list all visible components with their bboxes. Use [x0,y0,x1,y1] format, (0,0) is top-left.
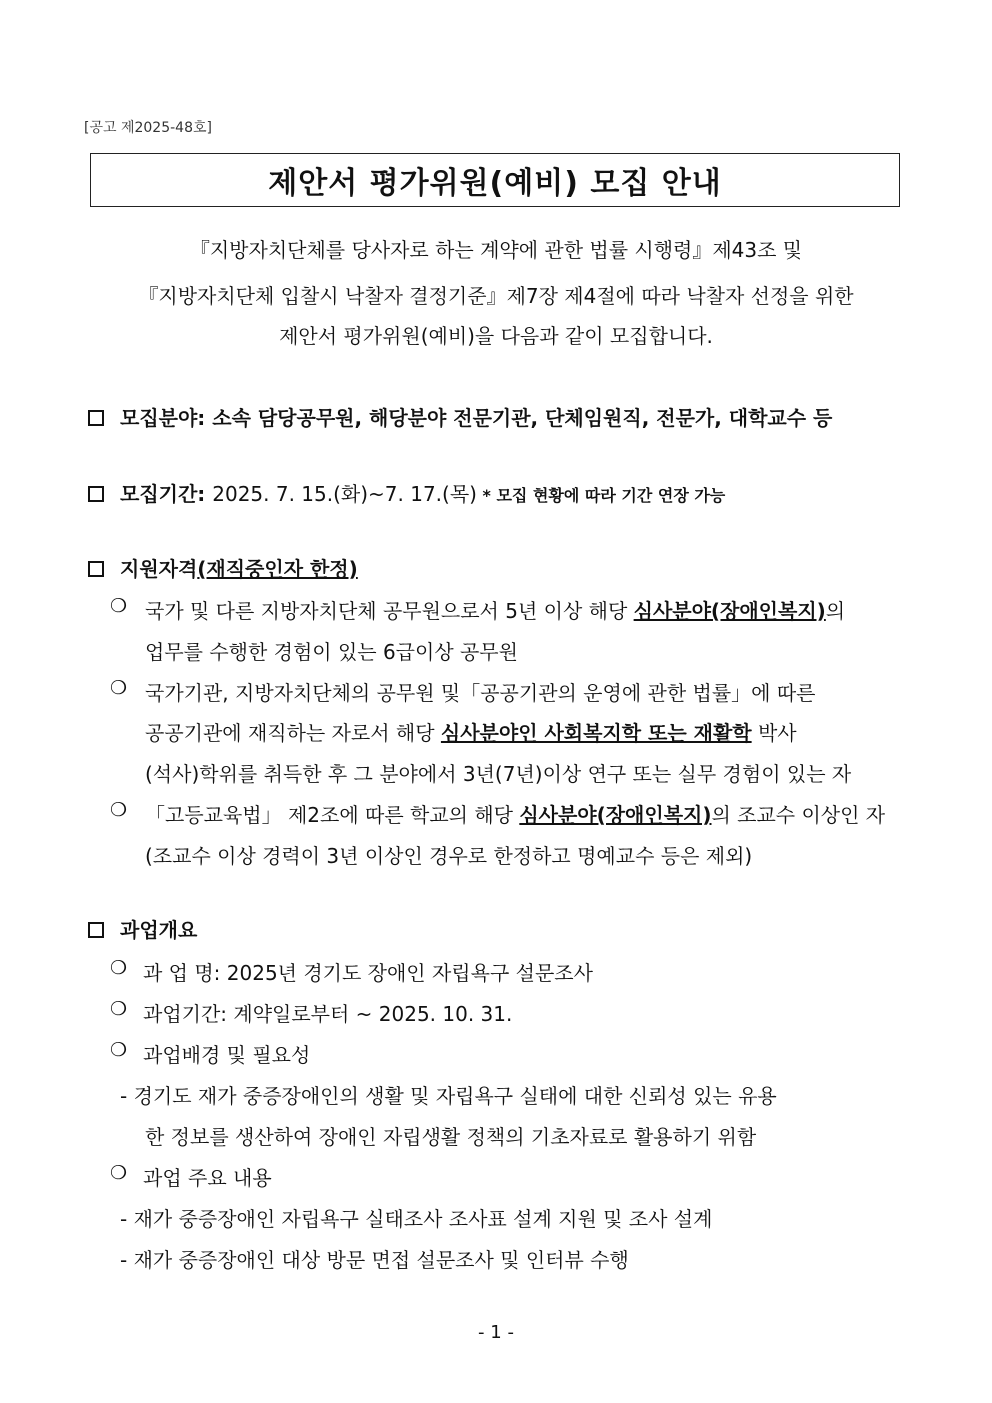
overview-content-item-1: - 재가 중증장애인 자립욕구 실태조사 조사표 설계 지원 및 조사 설계 [120,1207,713,1231]
text: 의 조교수 이상인 자 [711,803,886,827]
intro-line-1: 『지방자치단체를 당사자로 하는 계약에 관한 법률 시행령』제43조 및 [189,238,803,262]
text: 박사 [751,721,797,745]
overview-background-label: 과업배경 및 필요성 [143,1043,311,1067]
qualification-item-1-line-2: 업무를 수행한 경험이 있는 6급이상 공무원 [145,640,518,664]
checkbox-bullet-icon [88,922,104,938]
section-overview [88,914,197,943]
checkbox-bullet-icon [88,561,104,577]
qualification-item-3-line-2: (조교수 이상 경력이 3년 이상인 경우로 한정하고 명예교수 등은 제외) [145,844,753,868]
underlined-text: 심사분야(장애인복지) [519,803,712,827]
intro-line-3: 제안서 평가위원(예비)을 다음과 같이 모집합니다. [279,324,713,348]
text: 의 [825,599,846,623]
qualification-item-2-line-1: 국가기관, 지방자치단체의 공무원 및「공공기관의 운영에 관한 법률」에 따른 [145,681,816,705]
intro-line-2: 『지방자치단체 입찰시 낙찰자 결정기준』제7장 제4절에 따라 낙찰자 선정을 위한 [138,284,854,308]
circle-bullet-icon: ❍ [110,1039,128,1061]
circle-bullet-icon: ❍ [110,799,128,821]
qualification-restriction: (재직중인자 한정) [197,557,358,581]
circle-bullet-icon: ❍ [110,677,128,699]
qualification-item-1-line-1 [145,595,845,624]
field-value: 소속 담당공무원, 해당분야 전문기관, 단체임원직, 전문가, 대학교수 등 [212,406,833,430]
period-note: * 모집 현황에 따라 기간 연장 가능 [476,486,726,505]
period-value: 2025. 7. 15.(화)~7. 17.(목) [212,482,477,506]
text: 공공기관에 재직하는 자로서 해당 [145,721,441,745]
underlined-text: 심사분야인 사회복지학 또는 재활학 [440,721,752,745]
circle-bullet-icon: ❍ [110,957,128,979]
period-label: 모집기간: [120,482,213,506]
qualification-label: 지원자격 [120,557,198,581]
overview-background-line-2: 한 정보를 생산하여 장애인 자립생활 정책의 기초자료로 활용하기 위함 [145,1125,757,1149]
underlined-text: 심사분야(장애인복지) [633,599,826,623]
checkbox-bullet-icon [88,410,104,426]
page-title: 제안서 평가위원(예비) 모집 안내 [268,166,722,201]
overview-label: 과업개요 [120,918,198,942]
page-number: - 1 - [478,1322,514,1343]
circle-bullet-icon: ❍ [110,1162,128,1184]
qualification-item-2-line-3: (석사)학위를 취득한 후 그 분야에서 3년(7년)이상 연구 또는 실무 경험이 있는 자 [145,762,852,786]
overview-name: 과 업 명: 2025년 경기도 장애인 자립욕구 설문조사 [143,961,593,985]
circle-bullet-icon: ❍ [110,998,128,1020]
overview-content-item-2: - 재가 중증장애인 대상 방문 면접 설문조사 및 인터뷰 수행 [120,1248,629,1272]
overview-content-label: 과업 주요 내용 [143,1166,272,1190]
qualification-item-2-line-2 [145,717,797,746]
section-qualification [88,553,358,582]
field-label: 모집분야: [120,406,213,430]
section-period [88,478,725,507]
qualification-item-3-line-1 [145,799,885,828]
checkbox-bullet-icon [88,486,104,502]
text: 국가 및 다른 지방자치단체 공무원으로서 5년 이상 해당 [145,599,634,623]
notice-number: [공고 제2025-48호] [84,120,212,136]
overview-duration: 과업기간: 계약일로부터 ~ 2025. 10. 31. [143,1002,513,1026]
overview-background-line-1: - 경기도 재가 중증장애인의 생활 및 자립욕구 실태에 대한 신뢰성 있는 유용 [120,1084,777,1108]
circle-bullet-icon: ❍ [110,595,128,617]
text: 「고등교육법」 제2조에 따른 학교의 해당 [145,803,520,827]
section-field [88,402,832,431]
title-box [90,153,900,207]
